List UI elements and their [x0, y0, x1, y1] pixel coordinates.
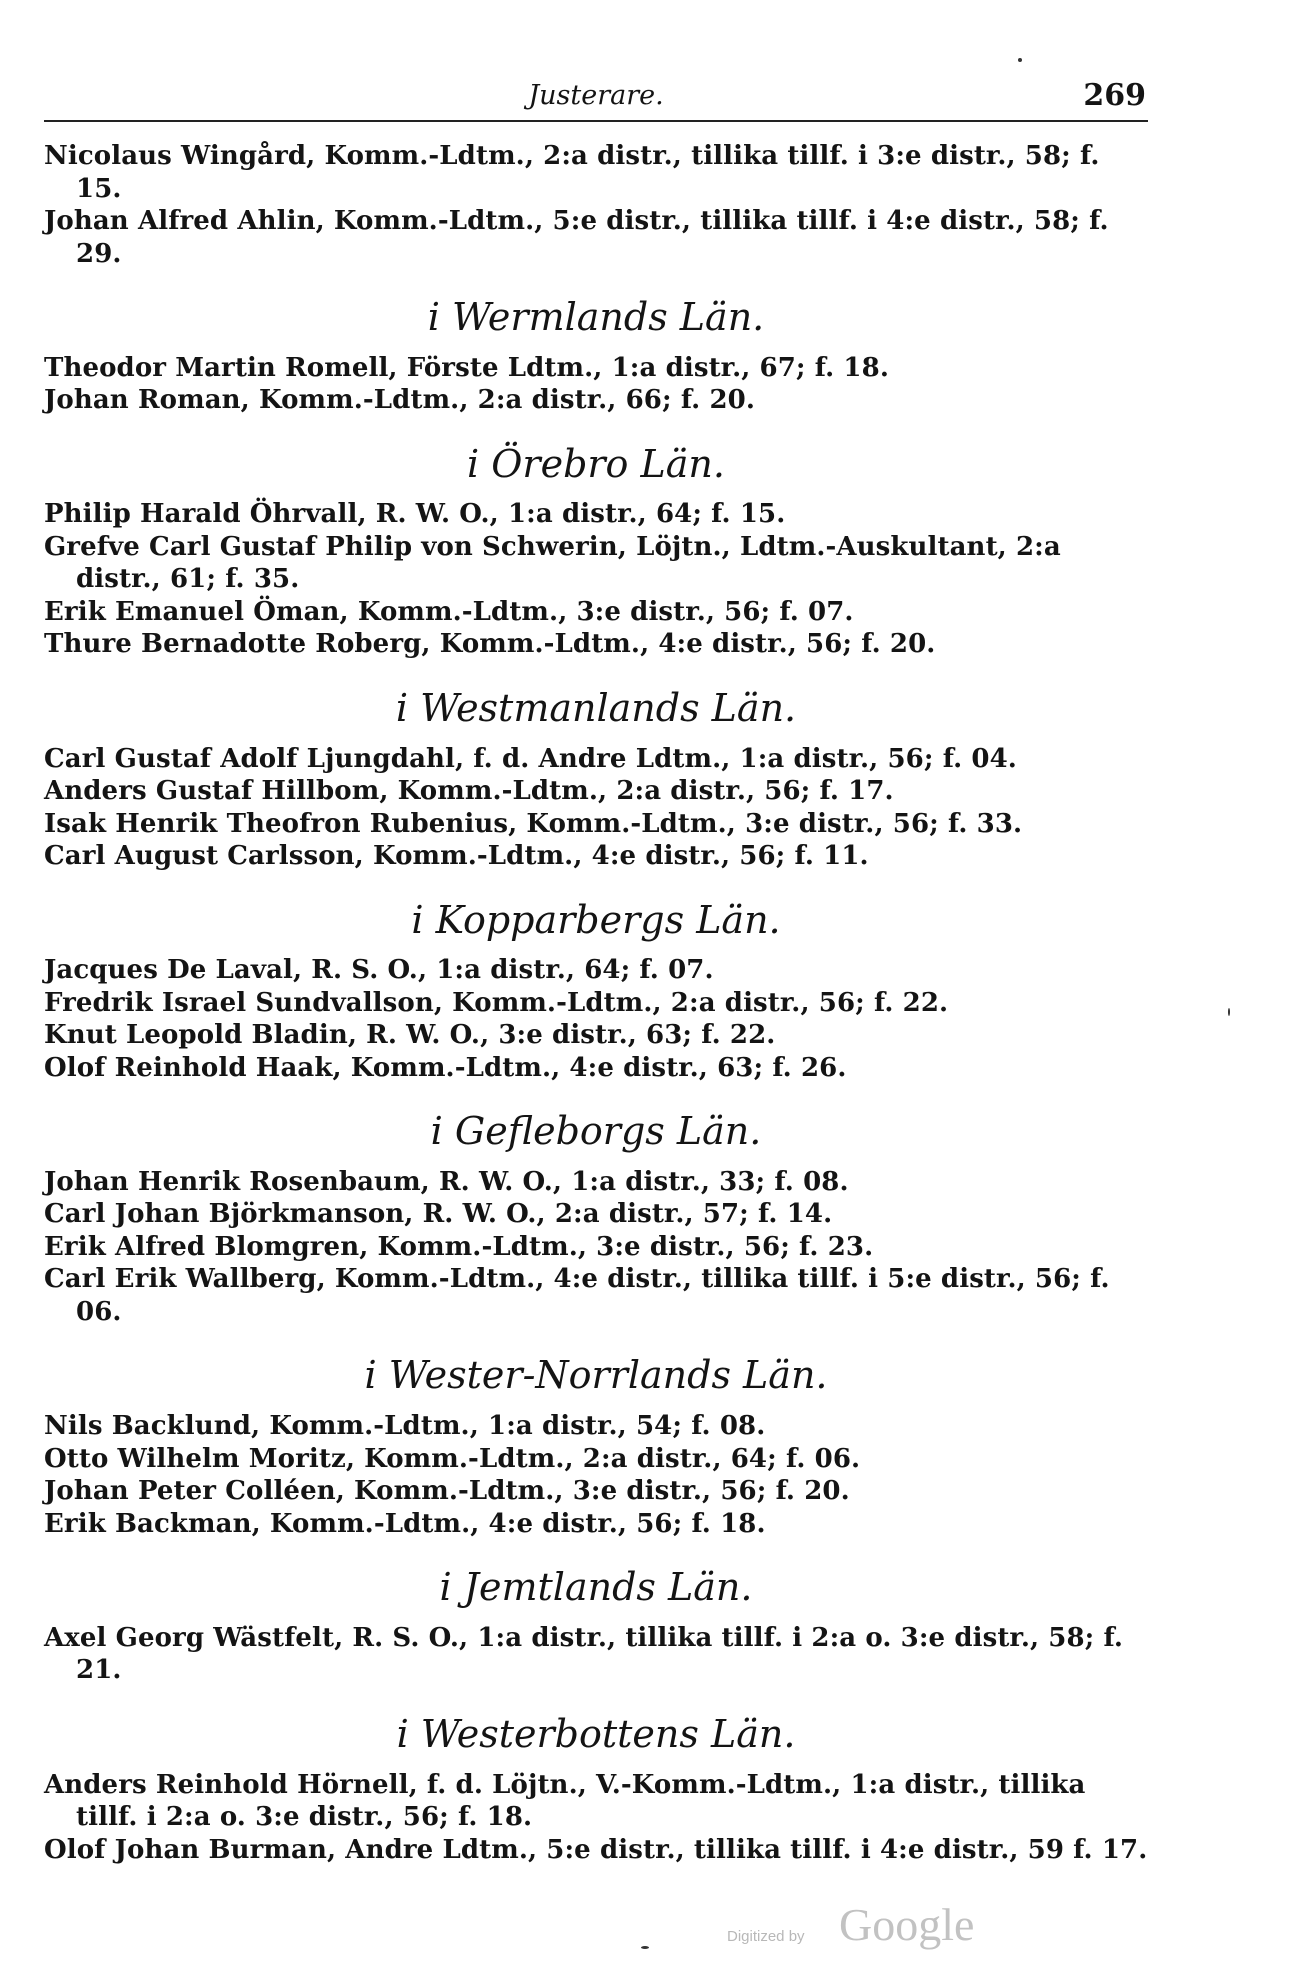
section-heading: i Westerbottens Län. — [396, 1711, 796, 1756]
section — [44, 899, 1148, 1085]
section-heading: i Jemtlands Län. — [439, 1565, 753, 1610]
running-title: Justerare. — [528, 80, 664, 111]
entry: Johan Henrik Rosenbaum, R. W. O., 1:a distr., 33; f. 08. — [44, 1166, 849, 1197]
entry: Carl Gustaf Adolf Ljungdahl, f. d. Andre Ldtm., 1:a distr., 56; f. 04. — [44, 743, 1017, 774]
entry: Erik Backman, Komm.-Ldtm., 4:e distr., 56; f. 18. — [44, 1508, 766, 1539]
page-number: 269 — [1083, 78, 1146, 113]
entry: Knut Leopold Bladin, R. W. O., 3:e distr., 63; f. 22. — [44, 1020, 776, 1051]
entry: Jacques De Laval, R. S. O., 1:a distr., 64; f. 07. — [44, 955, 714, 986]
entry: Theodor Martin Romell, Förste Ldtm., 1:a distr., 67; f. 18. — [44, 352, 889, 383]
entry: Erik Emanuel Öman, Komm.-Ldtm., 3:e distr., 56; f. 07. — [44, 596, 854, 627]
section-heading: i Örebro Län. — [467, 441, 725, 486]
entry: Olof Reinhold Haak, Komm.-Ldtm., 4:e distr., 63; f. 26. — [44, 1052, 847, 1083]
section-heading: i Westmanlands Län. — [395, 685, 797, 730]
section-heading: i Wester-Norrlands Län. — [364, 1353, 828, 1398]
entry: Axel Georg Wästfelt, R. S. O., 1:a distr., tillika tillf. i 2:a o. 3:e distr., 58; f. 21. — [44, 1622, 1124, 1686]
section-heading: i Kopparbergs Län. — [411, 897, 781, 942]
entry: Philip Harald Öhrvall, R. W. O., 1:a distr., 64; f. 15. — [44, 499, 786, 530]
entry: Nicolaus Wingård, Komm.-Ldtm., 2:a distr., tillika tillf. i 3:e distr., 58; f. 15. — [44, 141, 1100, 204]
section-heading: i Gefleborgs Län. — [430, 1109, 762, 1154]
section — [44, 1354, 1148, 1540]
entry: Olof Johan Burman, Andre Ldtm., 5:e distr., tillika tillf. i 4:e distr., 59 f. 17. — [44, 1834, 1148, 1865]
page-header — [44, 78, 1148, 122]
section — [44, 296, 1148, 417]
entry: Fredrik Israel Sundvallson, Komm.-Ldtm., 2:a distr., 56; f. 22. — [44, 987, 949, 1018]
entry: Nils Backlund, Komm.-Ldtm., 1:a distr., 54; f. 08. — [44, 1411, 766, 1442]
entry: Anders Gustaf Hillbom, Komm.-Ldtm., 2:a distr., 56; f. 17. — [44, 776, 894, 807]
section — [44, 1713, 1148, 1866]
entry: Carl Erik Wallberg, Komm.-Ldtm., 4:e distr., tillika tillf. i 5:e distr., 56; f. 06. — [44, 1264, 1110, 1327]
ink-speck — [1018, 58, 1022, 62]
entry: Carl Johan Björkmanson, R. W. O., 2:a distr., 57; f. 14. — [44, 1199, 833, 1230]
entry: Erik Alfred Blomgren, Komm.-Ldtm., 3:e distr., 56; f. 23. — [44, 1231, 874, 1262]
section-heading: i Wermlands Län. — [427, 295, 765, 339]
google-logo: Google — [839, 1899, 975, 1950]
section — [44, 1566, 1148, 1687]
page-body — [44, 140, 1148, 1866]
ink-speck — [641, 1946, 649, 1949]
digitized-by-label: Digitized by — [727, 1928, 805, 1945]
digitization-footer — [727, 1898, 1047, 1948]
entry: Grefve Carl Gustaf Philip von Schwerin, Löjtn., Ldtm.-Auskultant, 2:a distr., 61; f. 35. — [44, 531, 1061, 595]
entry: Carl August Carlsson, Komm.-Ldtm., 4:e distr., 56; f. 11. — [44, 841, 869, 872]
entry: Isak Henrik Theofron Rubenius, Komm.-Ldtm., 3:e distr., 56; f. 33. — [44, 808, 1023, 839]
section — [44, 687, 1148, 873]
entry: Otto Wilhelm Moritz, Komm.-Ldtm., 2:a distr., 64; f. 06. — [44, 1443, 861, 1474]
entry: Johan Roman, Komm.-Ldtm., 2:a distr., 66; f. 20. — [44, 385, 756, 416]
ink-speck — [1228, 1008, 1230, 1016]
entry: Johan Alfred Ahlin, Komm.-Ldtm., 5:e distr., tillika tillf. i 4:e distr., 58; f. 29. — [44, 206, 1109, 269]
entry: Johan Peter Colléen, Komm.-Ldtm., 3:e distr., 56; f. 20. — [44, 1476, 850, 1507]
section — [44, 443, 1148, 661]
section — [44, 1110, 1148, 1328]
section — [44, 140, 1148, 270]
entry: Anders Reinhold Hörnell, f. d. Löjtn., V.-Komm.-Ldtm., 1:a distr., tillika tillf. i 2:a o. 3:e distr., 56; f. 18. — [44, 1769, 1086, 1832]
entry: Thure Bernadotte Roberg, Komm.-Ldtm., 4:e distr., 56; f. 20. — [44, 629, 936, 660]
